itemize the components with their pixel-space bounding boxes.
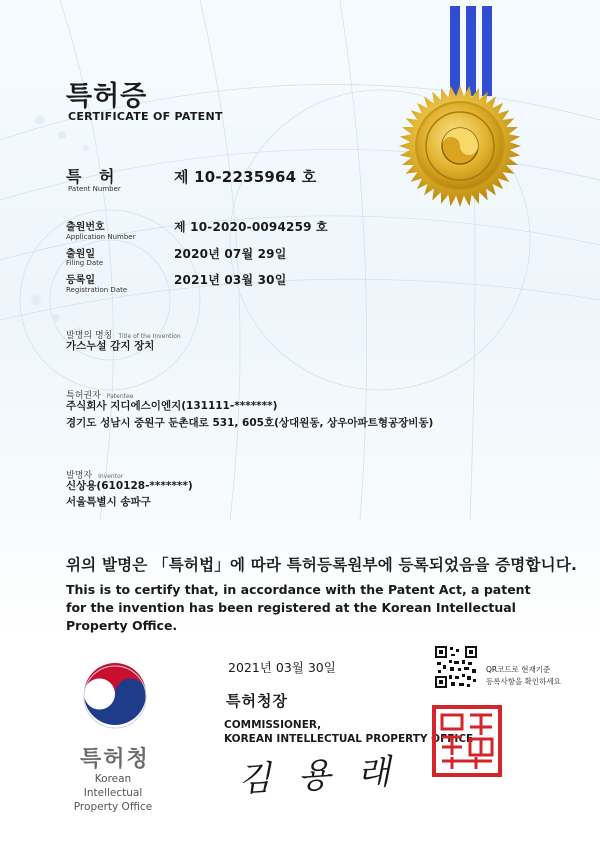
commissioner-signature: 김 용 래 <box>237 751 400 801</box>
application-number-value: 제 10-2020-0094259 호 <box>174 220 328 234</box>
filing-date-value: 2020년 07월 29일 <box>174 247 287 261</box>
qr-instruction-line2: 등록사항을 확인하세요 <box>486 677 561 686</box>
inventor-address: 서울특별시 송파구 <box>66 496 151 508</box>
issue-date: 2021년 03월 30일 <box>228 660 336 675</box>
commissioner-title-ko: 특허청장 <box>226 692 288 710</box>
ribbon-bars <box>448 6 498 96</box>
invention-label-en: Title of the Invention <box>118 333 181 340</box>
red-official-stamp-icon <box>432 705 502 777</box>
registration-date-value: 2021년 03월 30일 <box>174 273 287 287</box>
application-number-label-ko: 출원번호 <box>66 222 105 233</box>
qr-code-icon[interactable] <box>434 645 478 689</box>
filing-date-label-ko: 출원일 <box>66 249 95 260</box>
certification-statement-ko: 위의 발명은 「특허법」에 따라 특허등록원부에 등록되었음을 증명합니다. <box>66 556 578 574</box>
office-name-ko: 특허청 <box>80 747 150 772</box>
certificate-title-en: CERTIFICATE OF PATENT <box>68 110 223 123</box>
patentee-label-ko: 특허권자 <box>66 391 101 401</box>
commissioner-title-en-line2: KOREAN INTELLECTUAL PROPERTY OFFICE <box>224 733 474 745</box>
qr-instruction-line1: QR코드로 현재기준 <box>486 665 551 674</box>
kipo-logo-icon <box>78 660 152 734</box>
patent-number-value: 제 10-2235964 호 <box>174 168 317 186</box>
inventor-label-ko: 발명자 <box>66 471 93 481</box>
registration-date-label-en: Registration Date <box>66 286 128 294</box>
patentee-name: 주식회사 지디에스이엔지(131111-*******) <box>66 400 278 412</box>
inventor-name: 신상용(610128-*******) <box>66 480 193 492</box>
patentee-label-en: Patentee <box>106 393 134 400</box>
inventor-label-en: Inventor <box>98 473 124 480</box>
patentee-address: 경기도 성남시 중원구 둔촌대로 531, 605호(상대원동, 상우아파트형공장비동) <box>66 417 434 429</box>
invention-label-ko: 발명의 명칭 <box>66 331 113 341</box>
gold-seal-icon <box>398 84 522 208</box>
patent-number-label-en: Patent Number <box>68 185 121 193</box>
application-number-label-en: Application Number <box>66 233 136 241</box>
invention-title-value: 가스누설 감지 장치 <box>66 340 155 352</box>
certificate-title-ko: 특허증 <box>66 81 148 112</box>
filing-date-label-en: Filing Date <box>66 259 104 267</box>
office-name-en-line2: Property Office <box>73 801 153 813</box>
patent-number-label-ko: 특 허 <box>66 167 121 186</box>
certification-statement-en: This is to certify that, in accordance with the Patent Act, a patent for the invention has been registered at the Korean Intellectual Property Office. <box>66 582 531 633</box>
qr-instruction <box>486 664 561 688</box>
registration-date-label-ko: 등록일 <box>66 275 95 286</box>
office-name-en <box>64 772 162 814</box>
office-name-en-line1: Korean Intellectual <box>83 773 143 799</box>
commissioner-title-en-line1: COMMISSIONER, <box>224 719 322 731</box>
